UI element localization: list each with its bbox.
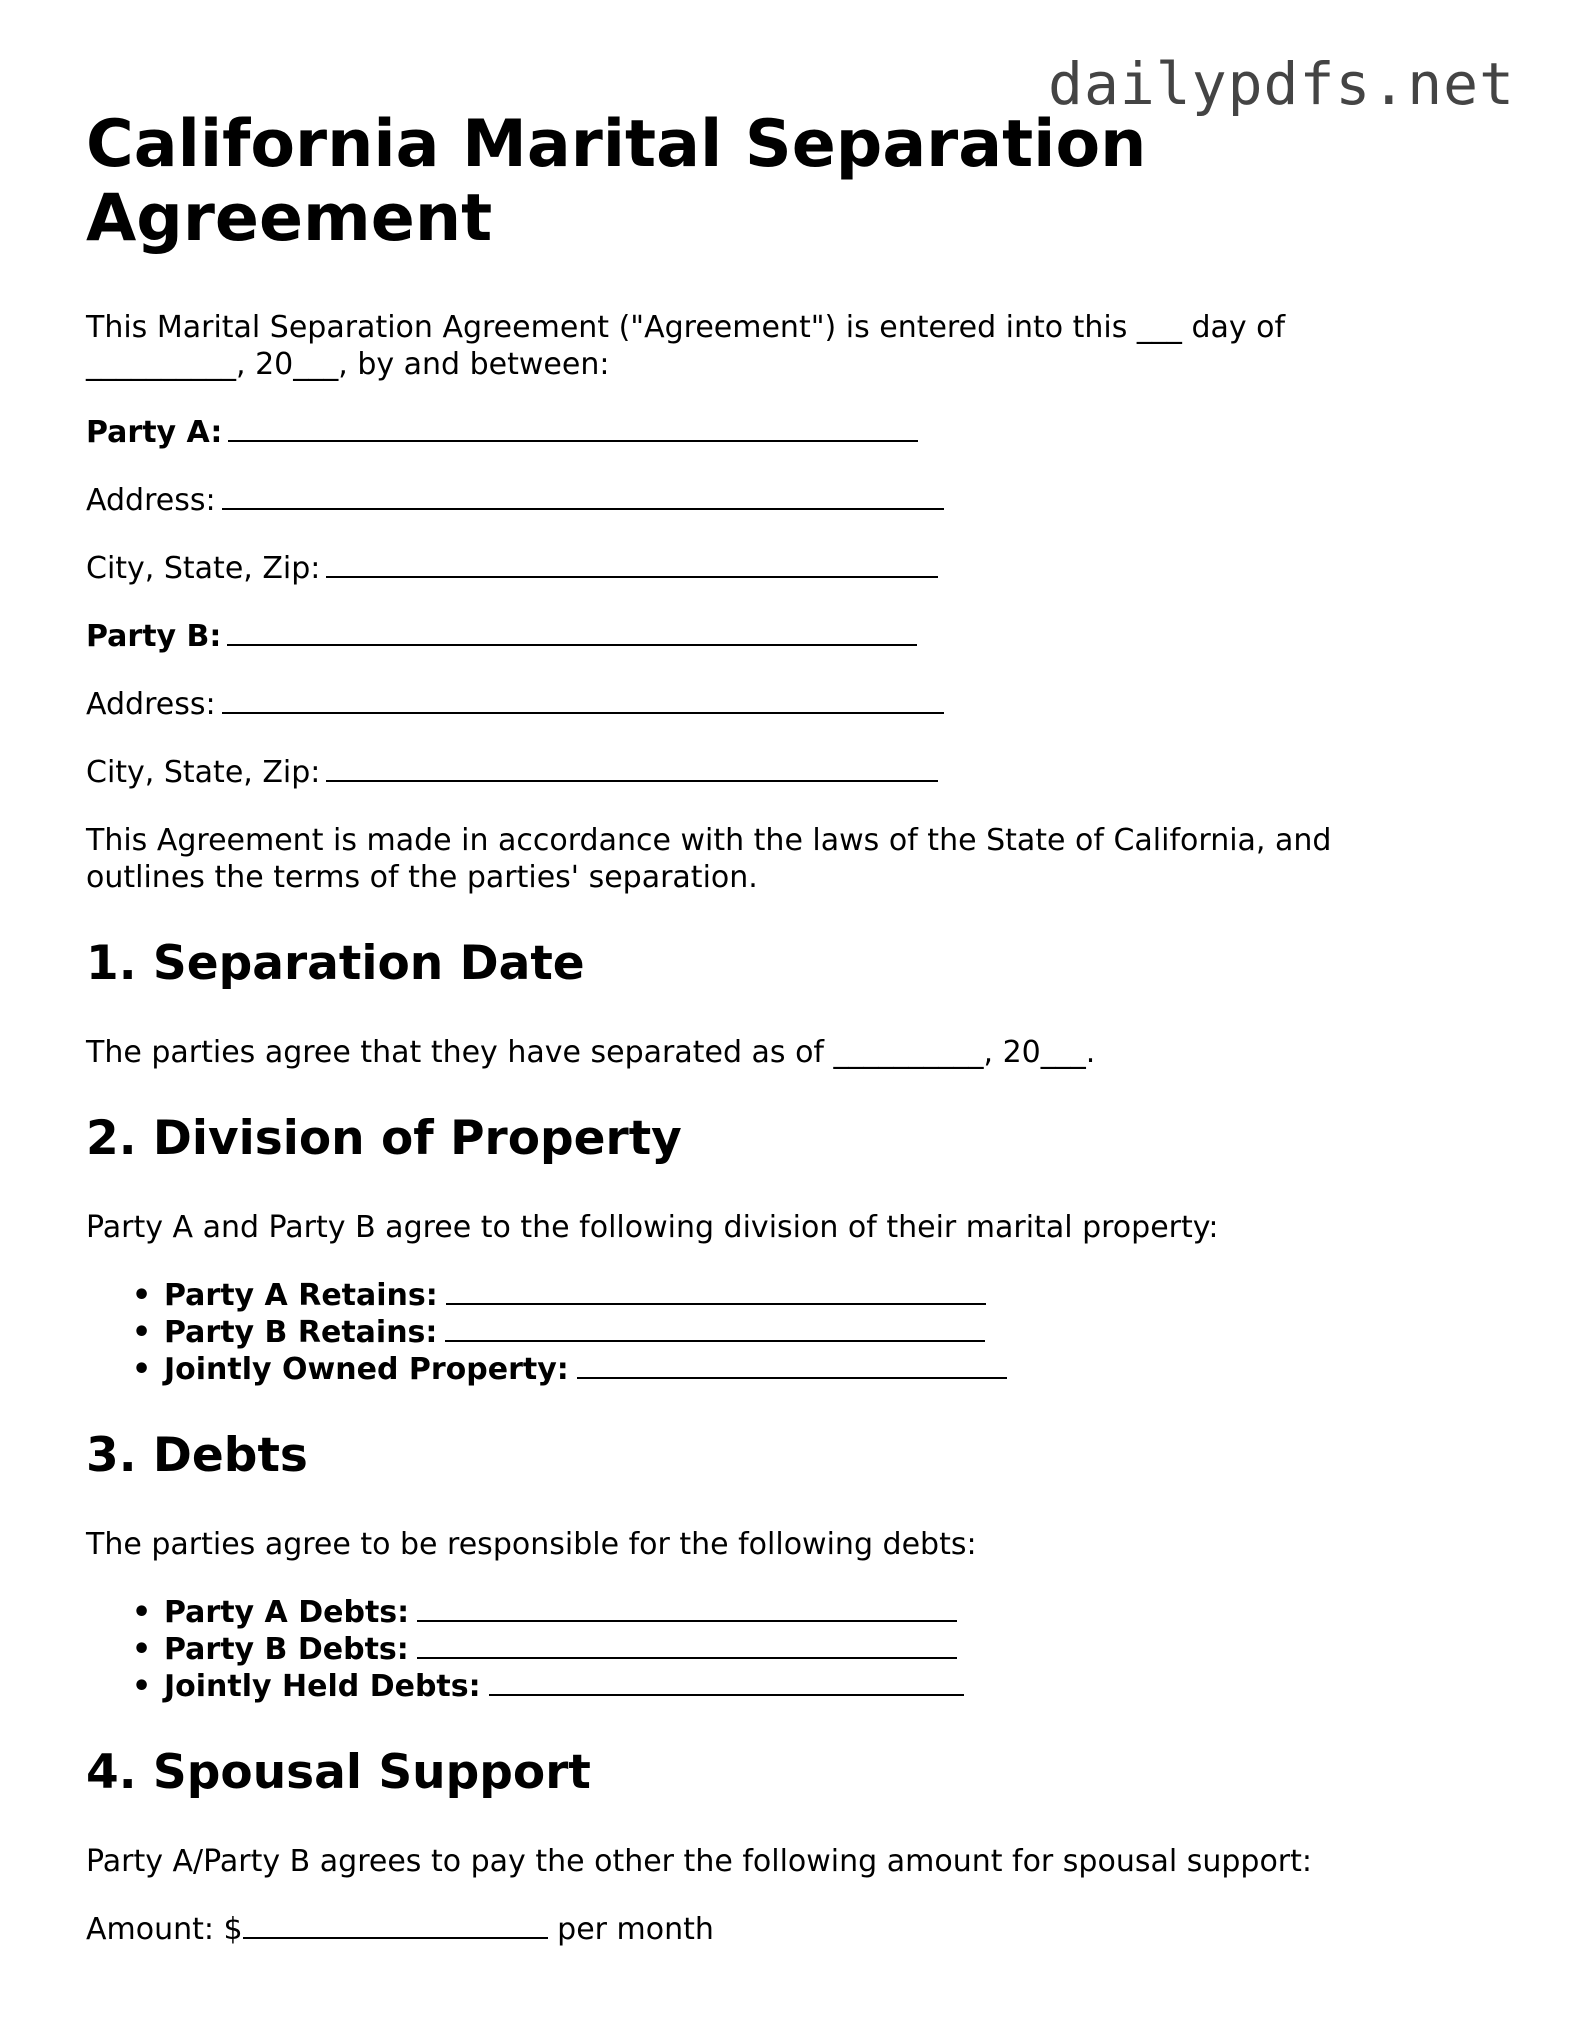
debt-item-label: Jointly Held Debts:: [164, 1669, 481, 1704]
support-amount-field: [86, 1911, 1506, 1948]
amount-blank-line[interactable]: [243, 1917, 548, 1939]
party-a-city-blank-line[interactable]: [326, 556, 938, 578]
bullet-icon: •: [132, 1315, 152, 1350]
property-list: [86, 1277, 1506, 1388]
list-item: [132, 1314, 1506, 1351]
party-a-blank-line[interactable]: [228, 420, 918, 442]
separation-date-text: The parties agree that they have separated as of __________, 20___.: [86, 1035, 1096, 1070]
party-a-address-blank-line[interactable]: [222, 488, 944, 510]
intro-paragraph: This Marital Separation Agreement ("Agreement") is entered into this ___ day of __________, 20___, by and between:: [86, 310, 1286, 382]
debt-item-blank-line[interactable]: [417, 1637, 957, 1659]
property-item-blank-line[interactable]: [446, 1283, 986, 1305]
support-text: Party A/Party B agrees to pay the other the following amount for spousal support:: [86, 1844, 1313, 1879]
bullet-icon: •: [132, 1595, 152, 1630]
document-title: California Marital Separation Agreement: [86, 107, 1147, 256]
party-b-label: Party B:: [86, 619, 222, 654]
property-item-blank-line[interactable]: [445, 1320, 985, 1342]
party-b-address-field: [86, 686, 1506, 723]
party-b-city-field: [86, 754, 1506, 791]
list-item: [132, 1668, 1506, 1705]
law-note-paragraph: This Agreement is made in accordance with the laws of the State of California, and outlines the terms of the parties' separation.: [86, 823, 1332, 895]
property-item-label: Party B Retains:: [164, 1315, 438, 1350]
section-heading-division-of-property: 2. Division of Property: [86, 1111, 682, 1166]
city-state-zip-label: City, State, Zip:: [86, 551, 321, 586]
list-item: [132, 1351, 1506, 1388]
debt-item-label: Party B Debts:: [164, 1632, 409, 1667]
address-label: Address:: [86, 687, 216, 722]
amount-label: Amount: $: [86, 1912, 243, 1947]
party-b-city-blank-line[interactable]: [326, 760, 938, 782]
debt-item-blank-line[interactable]: [417, 1600, 957, 1622]
list-item: [132, 1631, 1506, 1668]
party-a-label: Party A:: [86, 415, 223, 450]
party-a-address-field: [86, 482, 1506, 519]
section-heading-debts: 3. Debts: [86, 1428, 308, 1483]
document-page: [86, 108, 1506, 1948]
watermark: dailypdfs.net: [1048, 50, 1515, 118]
party-b-blank-line[interactable]: [227, 624, 917, 646]
party-b-address-blank-line[interactable]: [222, 692, 944, 714]
debts-text: The parties agree to be responsible for the following debts:: [86, 1527, 977, 1562]
debt-item-label: Party A Debts:: [164, 1595, 410, 1630]
amount-suffix: per month: [557, 1912, 714, 1947]
party-a-city-field: [86, 550, 1506, 587]
debt-item-blank-line[interactable]: [489, 1674, 964, 1696]
bullet-icon: •: [132, 1632, 152, 1667]
bullet-icon: •: [132, 1352, 152, 1387]
party-a-field: [86, 414, 1506, 451]
city-state-zip-label: City, State, Zip:: [86, 755, 321, 790]
property-text: Party A and Party B agree to the following division of their marital property:: [86, 1210, 1219, 1245]
section-heading-spousal-support: 4. Spousal Support: [86, 1745, 591, 1800]
debts-list: [86, 1594, 1506, 1705]
property-item-blank-line[interactable]: [577, 1357, 1007, 1379]
property-item-label: Jointly Owned Property:: [164, 1352, 569, 1387]
list-item: [132, 1594, 1506, 1631]
address-label: Address:: [86, 483, 216, 518]
bullet-icon: •: [132, 1278, 152, 1313]
party-b-field: [86, 618, 1506, 655]
list-item: [132, 1277, 1506, 1314]
section-heading-separation-date: 1. Separation Date: [86, 936, 585, 991]
bullet-icon: •: [132, 1669, 152, 1704]
property-item-label: Party A Retains:: [164, 1278, 438, 1313]
